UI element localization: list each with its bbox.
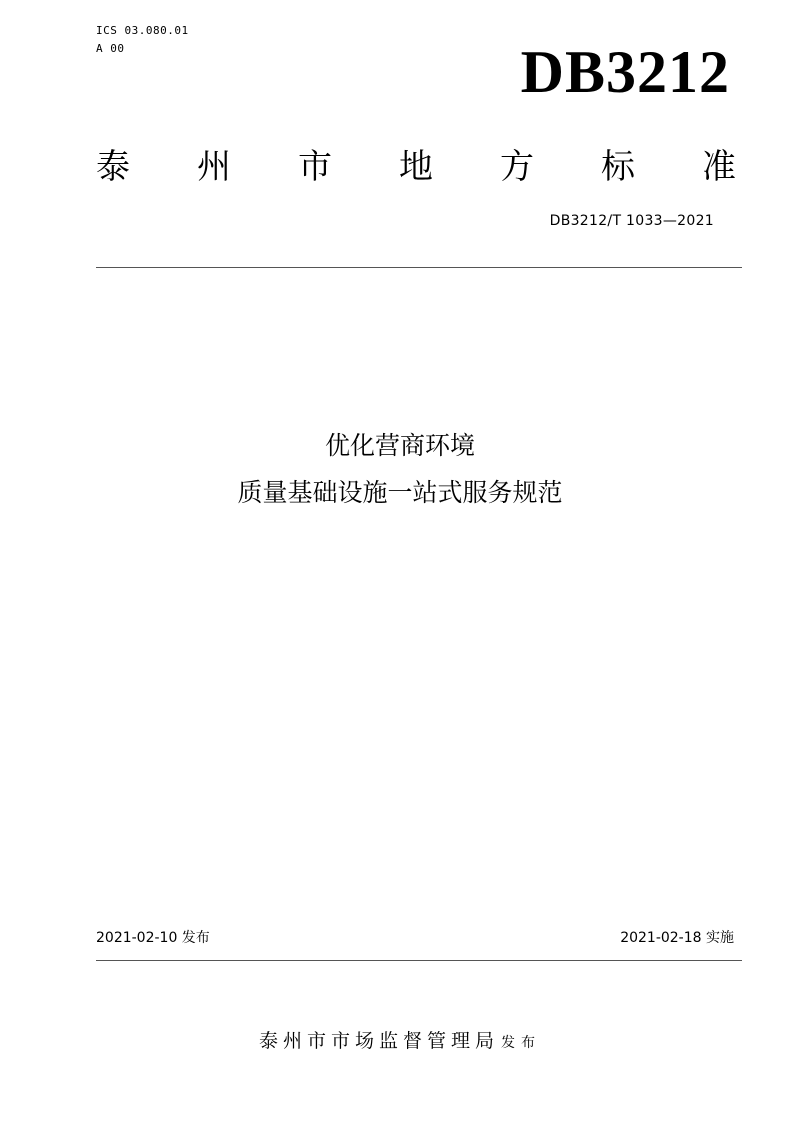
- issuer-suffix: 发布: [501, 1035, 541, 1051]
- title-line-1: 优化营商环境: [324, 431, 475, 460]
- ccs-code: A 00: [96, 42, 125, 55]
- standard-type-char: 方: [500, 147, 534, 187]
- document-title: [0, 422, 800, 516]
- top-divider: [96, 267, 742, 268]
- standard-type-char: 泰: [96, 147, 130, 187]
- implementation-date: 2021-02-18 实施: [620, 930, 734, 946]
- standard-type-char: 准: [702, 147, 736, 187]
- title-line-2: 质量基础设施一站式服务规范: [237, 478, 563, 507]
- ics-code: ICS 03.080.01: [96, 24, 189, 37]
- standard-type-char: 市: [298, 147, 332, 187]
- issuer-name: 泰州市市场监督管理局: [258, 1030, 499, 1052]
- issuer-line: [0, 1026, 800, 1053]
- bottom-divider: [96, 960, 742, 961]
- standard-type-char: 州: [197, 147, 231, 187]
- standard-type-char: 标: [601, 147, 635, 187]
- standard-number: DB3212/T 1033—2021: [549, 213, 714, 229]
- standard-type-char: 地: [399, 147, 433, 187]
- standard-type-heading: [96, 146, 736, 188]
- db-code-mark: DB3212: [520, 39, 730, 105]
- issue-date: 2021-02-10 发布: [96, 930, 210, 946]
